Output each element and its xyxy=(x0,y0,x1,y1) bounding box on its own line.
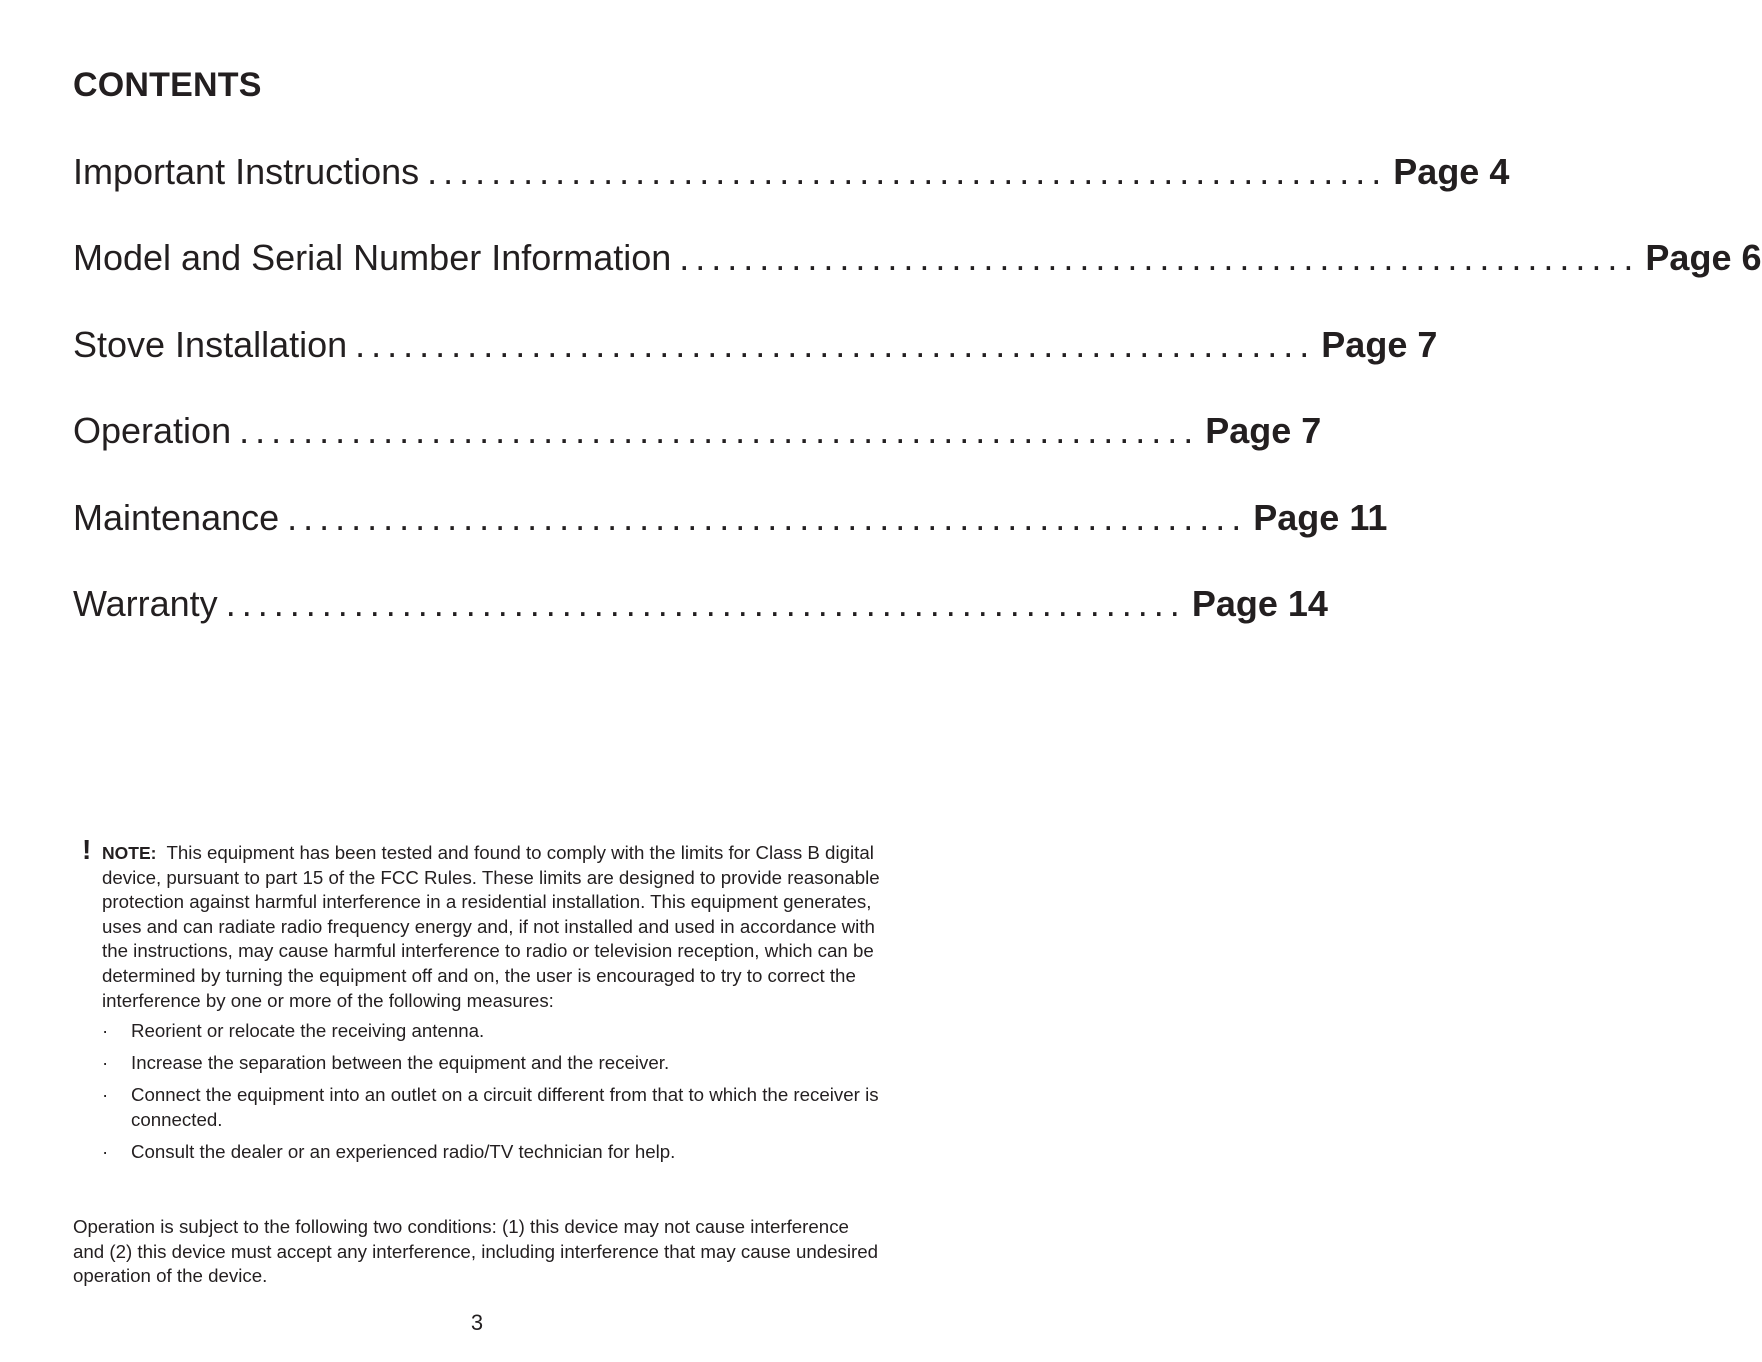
toc-entry-page: Page 11 xyxy=(1253,496,1388,538)
toc-entry xyxy=(73,494,1388,580)
toc-entry-title: Model and Serial Number Information xyxy=(73,237,672,279)
measure-text: Increase the separation between the equipment and the receiver. xyxy=(131,1052,670,1074)
toc-entry-page: Page 6 xyxy=(1645,237,1762,279)
note-text: This equipment has been tested and found to comply with the limits for Class B digital device, pursuant to part 15 of the FCC Rules. These limits are designed to provide reasonable protection against harmful interference in a residential installation. This equipment generates, uses and can radiate radio frequency energy and, if not installed and used in accordance with the instructions, may cause harmful interference to radio or television reception, which can be determined by turning the equipment off and on, the user is encouraged to try to correct the interference by one or more of the following measures: xyxy=(102,842,880,1011)
toc-entry-title: Stove Installation xyxy=(73,323,348,365)
toc-entry-title: Operation xyxy=(73,410,232,452)
bullet-icon: · xyxy=(102,1052,109,1074)
list-item xyxy=(102,1019,880,1044)
toc-entry-page: Page 7 xyxy=(1321,323,1438,365)
toc-leader-dots: ............................................................ xyxy=(287,496,1248,538)
exclamation-icon: ! xyxy=(82,834,92,865)
toc-entry xyxy=(73,407,1322,493)
toc-entry-title: Warranty xyxy=(73,582,218,624)
toc-entry xyxy=(73,148,1510,234)
bullet-icon: · xyxy=(102,1020,109,1042)
fcc-note xyxy=(82,834,880,1172)
toc-leader-dots: ............................................................ xyxy=(239,410,1200,452)
measure-text: Consult the dealer or an experienced radio/TV technician for help. xyxy=(131,1140,676,1162)
operating-conditions: Operation is subject to the following two conditions: (1) this device may not cause interference and (2) this device must accept any interference, including interference that may cause undesired operation of the device. xyxy=(73,1216,879,1287)
page-number: 3 xyxy=(470,1310,484,1335)
toc-leader-dots: ............................................................ xyxy=(355,323,1316,365)
table-of-contents xyxy=(73,148,1762,666)
list-item xyxy=(102,1140,880,1165)
toc-leader-dots: ............................................................ xyxy=(427,151,1388,192)
toc-entry-title: Important Instructions xyxy=(73,151,420,192)
toc-entry xyxy=(73,321,1438,407)
toc-entry-page: Page 4 xyxy=(1393,151,1510,192)
measure-text: Reorient or relocate the receiving antenna. xyxy=(131,1020,485,1042)
toc-leader-dots: ............................................................ xyxy=(225,582,1186,624)
bullet-icon: · xyxy=(102,1084,109,1106)
bullet-icon: · xyxy=(102,1140,109,1162)
toc-entry-page: Page 14 xyxy=(1191,582,1328,624)
measures-list xyxy=(102,1019,880,1164)
toc-entry-page: Page 7 xyxy=(1205,410,1322,452)
toc-leader-dots: ............................................................ xyxy=(679,237,1640,279)
note-label: NOTE: xyxy=(102,843,157,863)
list-item xyxy=(102,1083,880,1132)
contents-heading: CONTENTS xyxy=(73,66,262,104)
toc-entry xyxy=(73,234,1762,320)
toc-entry xyxy=(73,580,1328,666)
toc-entry-title: Maintenance xyxy=(73,496,280,538)
note-paragraph xyxy=(102,841,880,1013)
list-item xyxy=(102,1051,880,1076)
measure-text: Connect the equipment into an outlet on a circuit different from that to which the receiver is connected. xyxy=(131,1084,879,1130)
